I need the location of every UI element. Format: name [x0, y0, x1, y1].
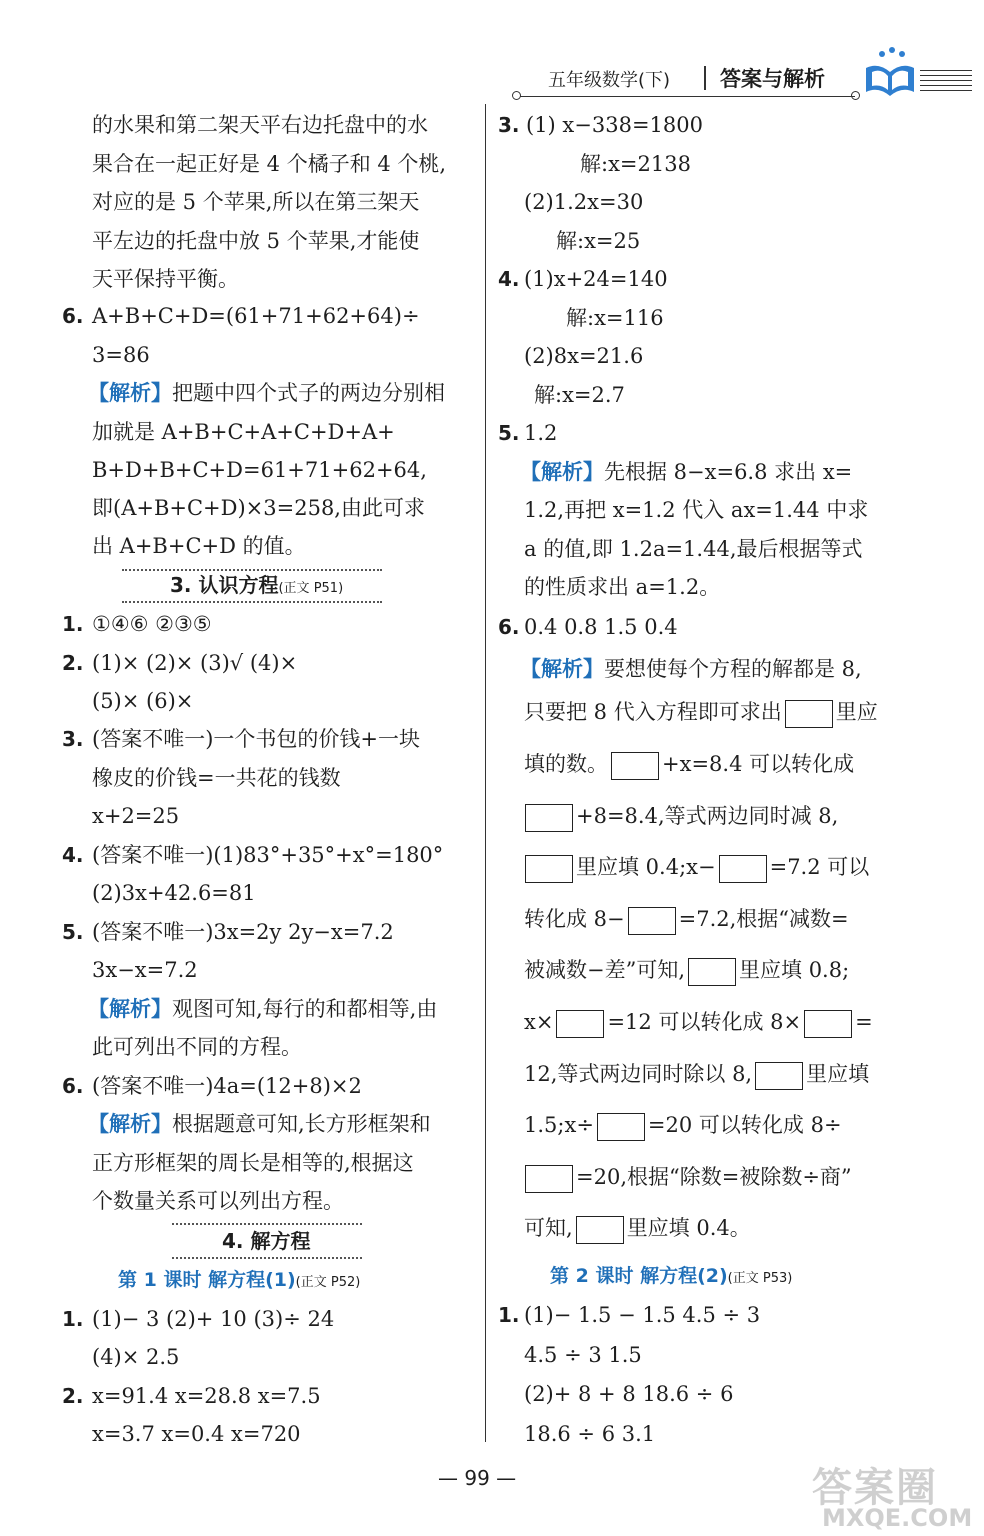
explanation-line: [522, 852, 869, 883]
explanation-line: 的性质求出 a=1.2。: [524, 575, 721, 599]
explanation-line: [524, 1213, 751, 1244]
blank-box: [804, 1010, 852, 1038]
section-title: 4. 解方程: [222, 1229, 311, 1253]
explanation-line: [88, 994, 437, 1024]
lesson-ref: (正文 P52): [295, 1275, 361, 1290]
answer-line: 18.6 ÷ 6 3.1: [524, 1422, 656, 1446]
explanation-line: [520, 654, 862, 684]
answer-line: (4)× 2.5: [92, 1345, 180, 1369]
lesson-ref: (正文 P53): [727, 1271, 793, 1286]
explanation-text: x×: [524, 1010, 554, 1034]
question-number: 1.: [62, 612, 84, 636]
answer-line: 3=86: [92, 343, 150, 367]
explanation-line: 即(A+B+C+D)×3=258,由此可求: [92, 496, 425, 520]
answer-line: (1) x−338=1800: [526, 113, 703, 137]
question-number: 1.: [498, 1303, 520, 1327]
analysis-tag: 【解析】: [88, 997, 172, 1021]
answer-line: 解:x=25: [556, 229, 641, 253]
blank-box: [525, 855, 573, 883]
explanation-text: =20,根据“除数=被除数÷商”: [576, 1165, 852, 1189]
explanation-text: 把题中四个式子的两边分别相: [172, 381, 445, 405]
header-separator: [704, 66, 706, 90]
explanation-line: [522, 1162, 852, 1193]
question-number: 6.: [498, 615, 520, 639]
explanation-line: [524, 955, 849, 986]
answer-line: x+2=25: [92, 804, 180, 828]
lesson-title-text: 第 1 课时 解方程(1): [118, 1269, 296, 1291]
explanation-text: 里应填 0.4。: [626, 1216, 751, 1240]
analysis-tag: 【解析】: [520, 657, 604, 681]
question-number: 3.: [62, 727, 84, 751]
explanation-text: 填的数。: [524, 752, 608, 776]
explanation-line: 1.2,再把 x=1.2 代入 ax=1.44 中求: [524, 498, 869, 522]
analysis-tag: 【解析】: [520, 460, 604, 484]
blank-box: [785, 700, 833, 728]
blank-box: [525, 804, 573, 832]
explanation-text: 可知,: [524, 1216, 573, 1240]
explanation-text: =20 可以转化成 8÷: [647, 1113, 842, 1137]
section-rule-bottom: [172, 1257, 362, 1259]
explanation-line: 正方形框架的周长是相等的,根据这: [92, 1151, 414, 1175]
text-line: 果合在一起正好是 4 个橘子和 4 个桃,: [92, 152, 447, 176]
column-divider: [485, 104, 486, 1442]
explanation-text: =12 可以转化成 8×: [607, 1010, 802, 1034]
blank-box: [628, 907, 676, 935]
blank-box: [525, 1165, 573, 1193]
header-dot-left: [512, 91, 521, 100]
answer-line: A+B+C+D=(61+71+62+64)÷: [92, 304, 420, 328]
explanation-line: [524, 904, 849, 935]
answer-line: 4.5 ÷ 3 1.5: [524, 1343, 642, 1367]
answer-line: 解:x=2.7: [534, 383, 625, 407]
open-book-icon: [860, 44, 920, 104]
text-line: 对应的是 5 个苹果,所以在第三架天: [92, 190, 420, 214]
blank-box: [755, 1062, 803, 1090]
question-number: 2.: [62, 651, 84, 675]
explanation-line: [522, 801, 838, 832]
section-title-text: 3. 认识方程: [170, 573, 279, 597]
lesson-title-text: 第 2 课时 解方程(2): [550, 1265, 728, 1287]
section-rule-top: [172, 1223, 362, 1225]
question-number: 3.: [498, 113, 520, 137]
header-dot-right: [851, 91, 860, 100]
explanation-line: [524, 1007, 873, 1038]
answer-line: (2)1.2x=30: [524, 190, 644, 214]
answer-line: 橡皮的价钱=一共花的钱数: [92, 766, 341, 790]
text-line: 天平保持平衡。: [92, 267, 239, 291]
answer-line: (2)8x=21.6: [524, 344, 644, 368]
question-number: 1.: [62, 1307, 84, 1331]
analysis-tag: 【解析】: [88, 1112, 172, 1136]
question-number: 2.: [62, 1384, 84, 1408]
answer-line: (5)× (6)×: [92, 689, 194, 713]
explanation-text: 要想使每个方程的解都是 8,: [604, 657, 862, 681]
lesson-title: [550, 1261, 792, 1294]
explanation-text: 先根据 8−x=6.8 求出 x=: [604, 460, 853, 484]
answer-line: 3x−x=7.2: [92, 958, 198, 982]
question-number: 6.: [62, 1074, 84, 1098]
blank-box: [556, 1010, 604, 1038]
blank-box: [688, 958, 736, 986]
explanation-text: 里应填 0.4;x−: [576, 855, 716, 879]
explanation-line: [524, 1059, 869, 1090]
explanation-text: 12,等式两边同时除以 8,: [524, 1062, 753, 1086]
text-line: 平左边的托盘中放 5 个苹果,才能使: [92, 229, 420, 253]
explanation-line: [88, 1109, 431, 1139]
blank-box: [576, 1216, 624, 1244]
blank-box: [611, 752, 659, 780]
answer-line: 解:x=2138: [580, 152, 691, 176]
section-rule-bottom: [122, 601, 382, 603]
explanation-text: 观图可知,每行的和都相等,由: [172, 997, 438, 1021]
answer-line: (答案不唯一)4a=(12+8)×2: [92, 1074, 362, 1098]
explanation-line: [520, 457, 852, 487]
answer-line: (1)− 3 (2)+ 10 (3)÷ 24: [92, 1307, 335, 1331]
explanation-line: B+D+B+C+D=61+71+62+64,: [92, 458, 427, 482]
header-lines: [920, 70, 972, 94]
explanation-line: [88, 378, 445, 408]
explanation-text: 转化成 8−: [524, 907, 625, 931]
question-number: 5.: [498, 421, 520, 445]
explanation-text: 1.5;x÷: [524, 1113, 594, 1137]
page-number: — 99 —: [438, 1466, 517, 1490]
explanation-text: 只要把 8 代入方程即可求出: [524, 700, 782, 724]
answer-line: 1.2: [524, 421, 558, 445]
text-line: 的水果和第二架天平右边托盘中的水: [92, 113, 428, 137]
answer-line: x=3.7 x=0.4 x=720: [92, 1422, 301, 1446]
explanation-line: 个数量关系可以列出方程。: [92, 1189, 344, 1213]
explanation-line: 加就是 A+B+C+A+C+D+A+: [92, 420, 395, 444]
section-ref: (正文 P51): [278, 581, 344, 596]
explanation-text: 被减数−差”可知,: [524, 958, 686, 982]
explanation-text: +8=8.4,等式两边同时减 8,: [576, 804, 839, 828]
question-number: 6.: [62, 304, 84, 328]
answer-line: 解:x=116: [566, 306, 664, 330]
explanation-text: 根据题意可知,长方形框架和: [172, 1112, 431, 1136]
explanation-line: a 的值,即 1.2a=1.44,最后根据等式: [524, 537, 863, 561]
explanation-line: [524, 749, 854, 780]
question-number: 4.: [498, 267, 520, 291]
explanation-line: 出 A+B+C+D 的值。: [92, 534, 306, 558]
explanation-text: =7.2,根据“减数=: [678, 907, 849, 931]
watermark-text: 答案圈: [812, 1465, 938, 1511]
explanation-line: 此可列出不同的方程。: [92, 1035, 302, 1059]
answer-line: (1)× (2)× (3)√ (4)×: [92, 651, 298, 675]
answer-line: 0.4 0.8 1.5 0.4: [524, 615, 678, 639]
header-section-title: 答案与解析: [720, 67, 825, 91]
answer-line: (答案不唯一)3x=2y 2y−x=7.2: [92, 920, 394, 944]
answer-line: (1)x+24=140: [524, 267, 668, 291]
explanation-line: [524, 1110, 842, 1141]
answer-line: (2)+ 8 + 8 18.6 ÷ 6: [524, 1382, 734, 1406]
explanation-text: 里应: [835, 700, 878, 724]
section-title: [170, 570, 343, 604]
explanation-text: =7.2 可以: [769, 855, 870, 879]
explanation-text: +x=8.4 可以转化成: [662, 752, 855, 776]
answer-line: x=91.4 x=28.8 x=7.5: [92, 1384, 321, 1408]
header-book-title: 五年级数学(下): [548, 70, 671, 91]
answer-line: ①④⑥ ②③⑤: [92, 612, 212, 636]
explanation-text: 里应填 0.8;: [739, 958, 850, 982]
answer-line: (答案不唯一)(1)83°+35°+x°=180°: [92, 843, 444, 867]
question-number: 4.: [62, 843, 84, 867]
watermark-url: MXQE.COM: [822, 1504, 973, 1532]
lesson-title: [118, 1265, 360, 1298]
blank-box: [719, 855, 767, 883]
answer-line: (2)3x+42.6=81: [92, 881, 256, 905]
explanation-text: =: [855, 1010, 873, 1034]
analysis-tag: 【解析】: [88, 381, 172, 405]
answer-line: (答案不唯一)一个书包的价钱+一块: [92, 727, 420, 751]
explanation-line: [524, 697, 878, 728]
explanation-text: 里应填: [806, 1062, 870, 1086]
answer-line: (1)− 1.5 − 1.5 4.5 ÷ 3: [524, 1303, 761, 1327]
blank-box: [597, 1113, 645, 1141]
question-number: 5.: [62, 920, 84, 944]
header-rule: [520, 96, 855, 97]
